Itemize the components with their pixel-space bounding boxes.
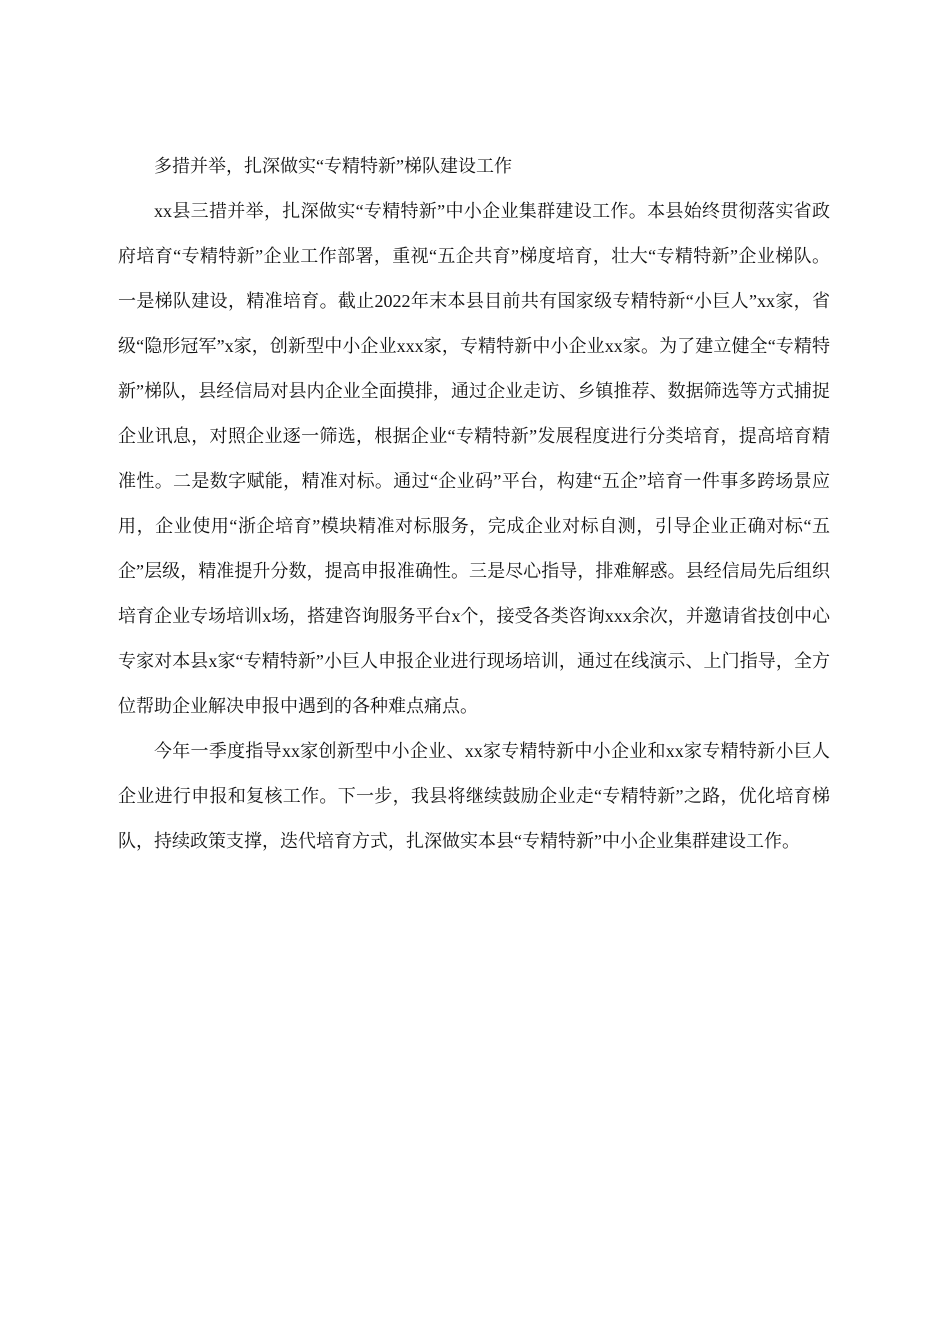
paragraph-2: 今年一季度指导xx家创新型中小企业、xx家专精特新中小企业和xx家专精特新小巨人企业进行申报和复核工作。下一步，我县将继续鼓励企业走“专精特新”之路，优化培育梯队，持续政策支撑，迭代培育方式，扎深做实本县“专精特新”中小企业集群建设工作。 bbox=[118, 741, 830, 851]
document-body bbox=[118, 144, 830, 864]
document-title: 多措并举，扎深做实“专精特新”梯队建设工作 bbox=[154, 156, 512, 176]
paragraph-1: xx县三措并举，扎深做实“专精特新”中小企业集群建设工作。本县始终贯彻落实省政府培育“专精特新”企业工作部署，重视“五企共育”梯度培育，壮大“专精特新”企业梯队。一是梯队建设，精准培育。截止2022年末本县目前共有国家级专精特新“小巨人”xx家，省级“隐形冠军”x家，创新型中小企业xxx家，专精特新中小企业xx家。为了建立健全“专精特新”梯队，县经信局对县内企业全面摸排，通过企业走访、乡镇推荐、数据筛选等方式捕捉企业讯息，对照企业逐一筛选，根据企业“专精特新”发展程度进行分类培育，提高培育精准性。二是数字赋能，精准对标。通过“企业码”平台，构建“五企”培育一件事多跨场景应用，企业使用“浙企培育”模块精准对标服务，完成企业对标自测，引导企业正确对标“五企”层级，精准提升分数，提高申报准确性。三是尽心指导，排难解惑。县经信局先后组织培育企业专场培训x场，搭建咨询服务平台x个，接受各类咨询xxx余次，并邀请省技创中心专家对本县x家“专精特新”小巨人申报企业进行现场培训，通过在线演示、上门指导，全方位帮助企业解决申报中遇到的各种难点痛点。 bbox=[118, 201, 830, 716]
